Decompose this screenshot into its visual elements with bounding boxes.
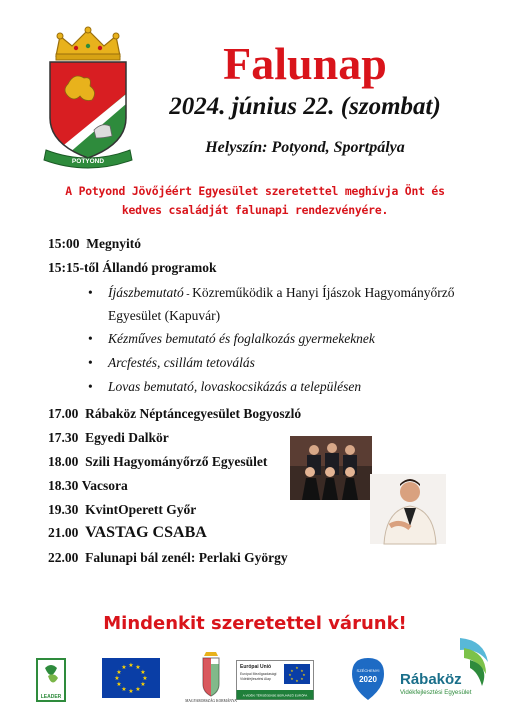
permanent-item: [88, 282, 478, 326]
hungarian-government-logo: [185, 654, 237, 706]
program-row: [48, 454, 267, 470]
group-photo: [290, 436, 372, 500]
program-row: [48, 502, 196, 518]
bullet-icon: •: [88, 379, 93, 394]
performer-photo: [370, 474, 446, 544]
program-name: Egyedi Dalkör: [85, 430, 169, 445]
invitation-line: kedves családját falunapi rendezvényére.: [121, 203, 389, 217]
rabakoz-text: Rábaköz: [400, 671, 462, 688]
potyond-coat-of-arms: [40, 26, 136, 168]
svg-text:★: ★: [135, 686, 141, 693]
permanent-title: Arcfestés, csillám tetoválás: [108, 355, 255, 370]
program-name: VASTAG CSABA: [85, 524, 207, 541]
svg-text:★: ★: [290, 677, 294, 681]
szechenyi-text: SZÉCHENYI: [356, 668, 380, 673]
program-time: 18.00: [48, 454, 79, 469]
event-title: Falunap: [223, 38, 387, 89]
bullet-icon: •: [88, 331, 93, 346]
permanent-item: [88, 328, 478, 349]
eu-sub1: Európai Mezőgazdasági: [240, 672, 277, 676]
svg-text:★: ★: [114, 675, 120, 682]
program-time: 15:00: [48, 236, 80, 251]
program-row: [48, 236, 141, 252]
szechenyi-2020-logo: [350, 656, 386, 702]
program-time: 17.30: [48, 430, 79, 445]
program-row: [48, 524, 207, 542]
eu-strip: A VIDÉKI TÉRSÉGEKBE BERUHÁZÓ EURÓPA: [242, 693, 308, 698]
svg-text:★: ★: [128, 662, 134, 669]
svg-text:★: ★: [302, 673, 306, 677]
leader-text: LEADER: [40, 694, 62, 700]
rabakoz-sub: Vidékfejlesztési Egyesület: [400, 689, 472, 696]
svg-text:★: ★: [295, 666, 299, 670]
program-name: Állandó programok: [102, 260, 217, 275]
rabakoz-logo: [398, 634, 496, 704]
program-name: Vacsora: [81, 478, 128, 493]
permanent-item: [88, 352, 478, 373]
svg-text:★: ★: [121, 664, 127, 671]
event-venue: Helyszín: Potyond, Sportpálya: [205, 139, 405, 156]
eu-title: Európai Unió: [240, 664, 272, 670]
eu-sub2: Vidékfejlesztési Alap: [240, 677, 271, 681]
svg-text:★: ★: [295, 679, 299, 683]
invitation-line: A Potyond Jövőjéért Egyesület szeretettel meghívja Önt és: [65, 184, 445, 198]
permanent-item: [88, 376, 478, 397]
program-name: Rábaköz Néptáncegyesület Bogyoszló: [85, 406, 302, 421]
svg-text:★: ★: [116, 669, 122, 676]
permanent-title: Lovas bemutató, lovaskocsikázás a településen: [108, 379, 362, 394]
svg-text:★: ★: [135, 664, 141, 671]
leader-logo: [36, 658, 66, 702]
program-row: [48, 260, 217, 276]
svg-text:★: ★: [140, 681, 146, 688]
crest-label: POTYOND: [71, 158, 105, 165]
program-row: [48, 406, 301, 422]
svg-text:★: ★: [140, 669, 146, 676]
program-row: [48, 430, 169, 446]
svg-text:★: ★: [142, 675, 148, 682]
eu-agricultural-fund-logo: [236, 660, 314, 700]
program-time: 19.30: [48, 502, 79, 517]
hu-gov-text: MAGYARORSZÁG KORMÁNYA: [185, 699, 237, 703]
program-time: 21.00: [48, 525, 79, 540]
svg-text:★: ★: [128, 688, 134, 695]
permanent-sep: -: [183, 289, 193, 300]
program-name: Megnyitó: [86, 236, 141, 251]
invitation-text: [40, 182, 470, 220]
program-name: Szili Hagyományőrző Egyesület: [85, 454, 268, 469]
svg-text:★: ★: [116, 681, 122, 688]
eu-flag-logo: [102, 658, 160, 698]
permanent-title: Íjászbemutató: [108, 285, 184, 300]
program-time: 18.30: [48, 478, 79, 493]
permanent-title: Kézműves bemutató és foglalkozás gyermekeknek: [108, 331, 375, 346]
svg-text:★: ★: [300, 669, 304, 673]
bullet-icon: •: [88, 355, 93, 370]
svg-text:★: ★: [300, 677, 304, 681]
program-name: Falunapi bál zenél: Perlaki György: [85, 550, 288, 565]
closing-message: Mindenkit szeretettel várunk!: [103, 613, 407, 634]
program-row: [48, 478, 128, 494]
program-time: 17.00: [48, 406, 79, 421]
svg-text:★: ★: [288, 673, 292, 677]
szechenyi-year: 2020: [359, 675, 377, 684]
program-name: KvintOperett Győr: [85, 502, 197, 517]
svg-text:★: ★: [290, 669, 294, 673]
sponsor-logos: [36, 654, 496, 706]
permanent-detail: Közreműködik a Hanyi Íjászok Hagyományőrző Egyesület (Kapuvár): [108, 285, 455, 323]
program-time: 22.00: [48, 550, 79, 565]
svg-text:★: ★: [121, 686, 127, 693]
program-row: [48, 550, 288, 566]
program-time: 15:15-től: [48, 260, 99, 275]
event-date: 2024. június 22. (szombat): [169, 93, 441, 120]
bullet-icon: •: [88, 285, 93, 300]
